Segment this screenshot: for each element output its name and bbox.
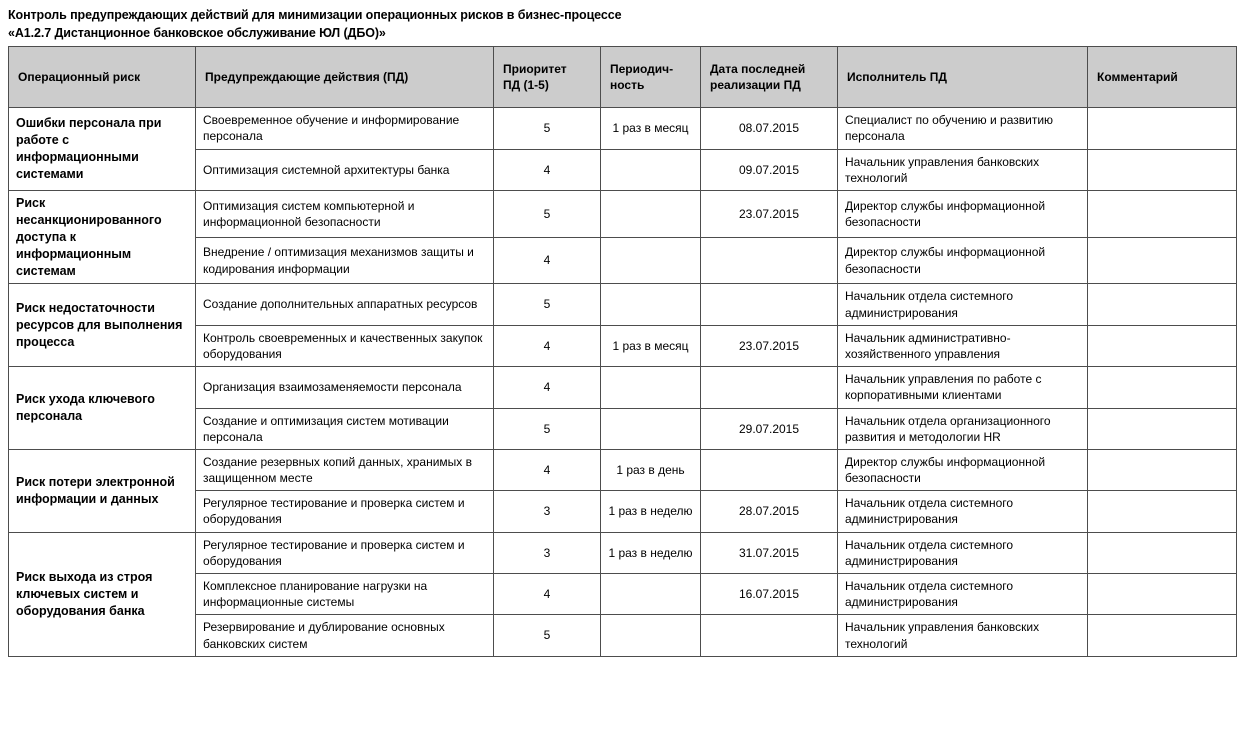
priority-cell: 3 (494, 491, 601, 532)
table-row (9, 367, 1237, 408)
date-cell (701, 449, 838, 490)
page-title-line-1: Контроль предупреждающих действий для минимизации операционных рисков в бизнес-процессе (8, 8, 622, 22)
date-cell: 31.07.2015 (701, 532, 838, 573)
action-cell: Организация взаимозаменяемости персонала (196, 367, 494, 408)
owner-cell: Директор службы информационной безопасности (838, 191, 1088, 238)
frequency-cell (601, 237, 701, 284)
action-cell: Регулярное тестирование и проверка систем и оборудования (196, 532, 494, 573)
comment-cell (1088, 237, 1237, 284)
owner-cell: Начальник отдела системного администрирования (838, 532, 1088, 573)
comment-cell (1088, 408, 1237, 449)
action-cell: Контроль своевременных и качественных закупок оборудования (196, 325, 494, 366)
column-header-date-line-1: Дата последней (710, 62, 806, 77)
date-cell: 29.07.2015 (701, 408, 838, 449)
date-cell (701, 367, 838, 408)
owner-cell: Начальник отдела системного администрирования (838, 491, 1088, 532)
owner-cell: Начальник отдела системного администрирования (838, 574, 1088, 615)
frequency-cell: 1 раз в неделю (601, 532, 701, 573)
comment-cell (1088, 615, 1237, 656)
priority-cell: 5 (494, 284, 601, 325)
action-cell: Создание резервных копий данных, хранимых в защищенном месте (196, 449, 494, 490)
comment-cell (1088, 491, 1237, 532)
owner-cell: Начальник управления банковских технологий (838, 149, 1088, 190)
column-header-risk: Операционный риск (9, 47, 196, 108)
owner-cell: Начальник отдела организационного развития и методологии HR (838, 408, 1088, 449)
comment-cell (1088, 574, 1237, 615)
table-body (9, 108, 1237, 657)
frequency-cell (601, 284, 701, 325)
preventive-actions-table (8, 46, 1237, 657)
frequency-cell (601, 191, 701, 238)
frequency-cell (601, 615, 701, 656)
column-header-date (701, 47, 838, 108)
action-cell: Оптимизация системной архитектуры банка (196, 149, 494, 190)
column-header-priority (494, 47, 601, 108)
priority-cell: 4 (494, 367, 601, 408)
risk-cell: Ошибки персонала при работе с информационными системами (9, 108, 196, 191)
comment-cell (1088, 108, 1237, 149)
action-cell: Оптимизация систем компьютерной и информационной безопасности (196, 191, 494, 238)
frequency-cell: 1 раз в неделю (601, 491, 701, 532)
action-cell: Резервирование и дублирование основных банковских систем (196, 615, 494, 656)
comment-cell (1088, 449, 1237, 490)
frequency-cell: 1 раз в день (601, 449, 701, 490)
table-row (9, 191, 1237, 238)
owner-cell: Директор службы информационной безопасности (838, 449, 1088, 490)
priority-cell: 5 (494, 615, 601, 656)
action-cell: Регулярное тестирование и проверка систем и оборудования (196, 491, 494, 532)
date-cell: 23.07.2015 (701, 191, 838, 238)
priority-cell: 5 (494, 191, 601, 238)
action-cell: Создание дополнительных аппаратных ресурсов (196, 284, 494, 325)
frequency-cell (601, 367, 701, 408)
owner-cell: Специалист по обучению и развитию персонала (838, 108, 1088, 149)
priority-cell: 4 (494, 325, 601, 366)
table-row (9, 449, 1237, 490)
risk-cell: Риск выхода из строя ключевых систем и оборудования банка (9, 532, 196, 656)
frequency-cell (601, 149, 701, 190)
action-cell: Своевременное обучение и информирование персонала (196, 108, 494, 149)
column-header-owner: Исполнитель ПД (838, 47, 1088, 108)
date-cell: 28.07.2015 (701, 491, 838, 532)
owner-cell: Начальник административно-хозяйственного управления (838, 325, 1088, 366)
column-header-comment: Комментарий (1088, 47, 1237, 108)
date-cell: 23.07.2015 (701, 325, 838, 366)
frequency-cell (601, 574, 701, 615)
risk-cell: Риск ухода ключевого персонала (9, 367, 196, 450)
table-row (9, 108, 1237, 149)
risk-cell: Риск недостаточности ресурсов для выполнения процесса (9, 284, 196, 367)
comment-cell (1088, 191, 1237, 238)
frequency-cell (601, 408, 701, 449)
table-row (9, 284, 1237, 325)
action-cell: Комплексное планирование нагрузки на информационные системы (196, 574, 494, 615)
priority-cell: 5 (494, 408, 601, 449)
column-header-frequency (601, 47, 701, 108)
risk-cell: Риск несанкционированного доступа к информационным системам (9, 191, 196, 284)
column-header-date-line-2: реализации ПД (710, 78, 801, 93)
action-cell: Создание и оптимизация систем мотивации персонала (196, 408, 494, 449)
priority-cell: 4 (494, 574, 601, 615)
page-title-line-2: «А1.2.7 Дистанционное банковское обслуживание ЮЛ (ДБО)» (8, 26, 386, 41)
table-row (9, 532, 1237, 573)
priority-cell: 5 (494, 108, 601, 149)
owner-cell: Начальник отдела системного администрирования (838, 284, 1088, 325)
priority-cell: 4 (494, 237, 601, 284)
frequency-cell: 1 раз в месяц (601, 325, 701, 366)
date-cell (701, 237, 838, 284)
priority-cell: 4 (494, 449, 601, 490)
comment-cell (1088, 284, 1237, 325)
owner-cell: Директор службы информационной безопасности (838, 237, 1088, 284)
column-header-action: Предупреждающие действия (ПД) (196, 47, 494, 108)
column-header-frequency-line-2: ность (610, 78, 645, 93)
date-cell (701, 615, 838, 656)
owner-cell: Начальник управления банковских технологий (838, 615, 1088, 656)
column-header-priority-line-2: ПД (1-5) (503, 78, 549, 93)
risk-cell: Риск потери электронной информации и данных (9, 449, 196, 532)
table-header-row (9, 47, 1237, 108)
date-cell (701, 284, 838, 325)
date-cell: 09.07.2015 (701, 149, 838, 190)
page-title (0, 0, 1240, 46)
comment-cell (1088, 532, 1237, 573)
comment-cell (1088, 325, 1237, 366)
action-cell: Внедрение / оптимизация механизмов защиты и кодирования информации (196, 237, 494, 284)
frequency-cell: 1 раз в месяц (601, 108, 701, 149)
column-header-priority-line-1: Приоритет (503, 62, 567, 77)
comment-cell (1088, 149, 1237, 190)
date-cell: 08.07.2015 (701, 108, 838, 149)
table-header (9, 47, 1237, 108)
owner-cell: Начальник управления по работе с корпоративными клиентами (838, 367, 1088, 408)
priority-cell: 3 (494, 532, 601, 573)
date-cell: 16.07.2015 (701, 574, 838, 615)
comment-cell (1088, 367, 1237, 408)
column-header-frequency-line-1: Периодич- (610, 62, 674, 77)
priority-cell: 4 (494, 149, 601, 190)
